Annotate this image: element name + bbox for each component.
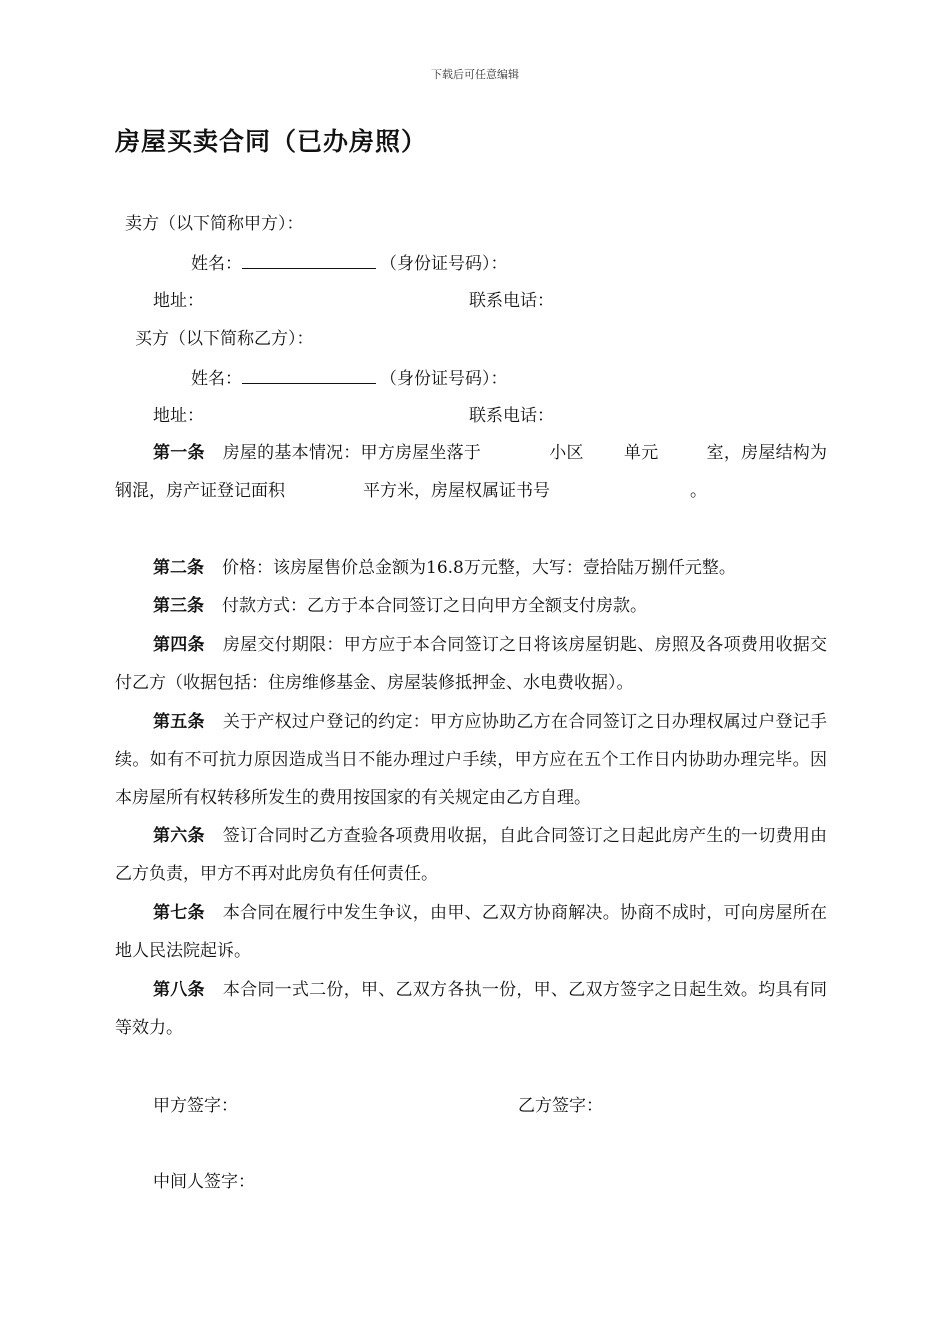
buyer-name-blank — [242, 367, 376, 384]
seller-name-label: 姓名： — [191, 254, 242, 274]
article-5-label: 第五条 — [153, 712, 205, 732]
seller-phone-label: 联系电话： — [469, 291, 554, 311]
article-7 — [115, 894, 827, 970]
article-4-text: 房屋交付期限：甲方应于本合同签订之日将该房屋钥匙、房照及各项费用收据交付乙方（收据包括：住房维修基金、房屋装修抵押金、水电费收据）。 — [115, 635, 828, 693]
buyer-name-label: 姓名： — [191, 369, 242, 389]
article-5-text: 关于产权过户登记的约定：甲方应协助乙方在合同签订之日办理权属过户登记手续。如有不可抗力原因造成当日不能办理过户手续，甲方应在五个工作日内协助办理完毕。因本房屋所有权转移所发生的费用按国家的有关规定由乙方自理。 — [115, 712, 828, 808]
article-1 — [115, 434, 827, 510]
article-6 — [115, 817, 827, 893]
buyer-address-label: 地址： — [153, 406, 204, 426]
article-8-label: 第八条 — [153, 980, 205, 1000]
article-2-label: 第二条 — [153, 558, 204, 578]
article-1-text-1: 房屋的基本情况：甲方房屋坐落于 — [222, 443, 482, 463]
seller-name-row — [191, 252, 508, 275]
article-2 — [115, 549, 827, 587]
article-3-text: 付款方式：乙方于本合同签订之日向甲方全额支付房款。 — [222, 596, 647, 616]
party-a-signature-label: 甲方签字： — [153, 1096, 238, 1116]
buyer-id-label: （身份证号码）： — [380, 369, 508, 389]
article-8-text: 本合同一式二份，甲、乙双方各执一份，甲、乙双方签字之日起生效。均具有同等效力。 — [115, 980, 828, 1038]
buyer-phone-label: 联系电话： — [469, 406, 554, 426]
article-1-text-2: 小区 — [549, 443, 584, 463]
article-1-label: 第一条 — [153, 443, 205, 463]
seller-address-label: 地址： — [153, 291, 204, 311]
article-1-text-6: 。 — [690, 481, 707, 501]
buyer-heading: 买方（以下简称乙方）： — [135, 329, 314, 349]
article-4-label: 第四条 — [153, 635, 205, 655]
party-b-signature-label: 乙方签字： — [518, 1096, 603, 1116]
article-5 — [115, 703, 827, 817]
seller-name-blank — [242, 252, 376, 269]
article-8 — [115, 971, 827, 1047]
header-note: 下载后可任意编辑 — [431, 68, 519, 81]
article-1-text-3: 单元 — [623, 443, 659, 463]
article-2-text: 价格：该房屋售价总金额为16.8万元整，大写：壹拾陆万捌仟元整。 — [222, 558, 736, 578]
article-3-label: 第三条 — [153, 596, 204, 616]
article-4 — [115, 626, 827, 702]
article-7-text: 本合同在履行中发生争议，由甲、乙双方协商解决。协商不成时，可向房屋所在地人民法院起诉。 — [115, 903, 828, 961]
seller-id-label: （身份证号码）： — [380, 254, 508, 274]
article-6-text: 签订合同时乙方查验各项费用收据，自此合同签订之日起此房产生的一切费用由乙方负责，甲方不再对此房负有任何责任。 — [115, 826, 828, 884]
article-7-label: 第七条 — [153, 903, 205, 923]
seller-heading: 卖方（以下简称甲方）： — [125, 214, 304, 234]
article-1-text-5: 平方米，房屋权属证书号 — [363, 481, 550, 501]
buyer-name-row — [191, 367, 508, 390]
article-1-text-4: 室，房屋结构为钢混，房产证登记面积 — [115, 443, 828, 501]
middleman-signature-label: 中间人签字： — [153, 1172, 255, 1192]
article-3 — [115, 587, 827, 625]
article-6-label: 第六条 — [153, 826, 205, 846]
document-title: 房屋买卖合同（已办房照） — [115, 127, 428, 156]
